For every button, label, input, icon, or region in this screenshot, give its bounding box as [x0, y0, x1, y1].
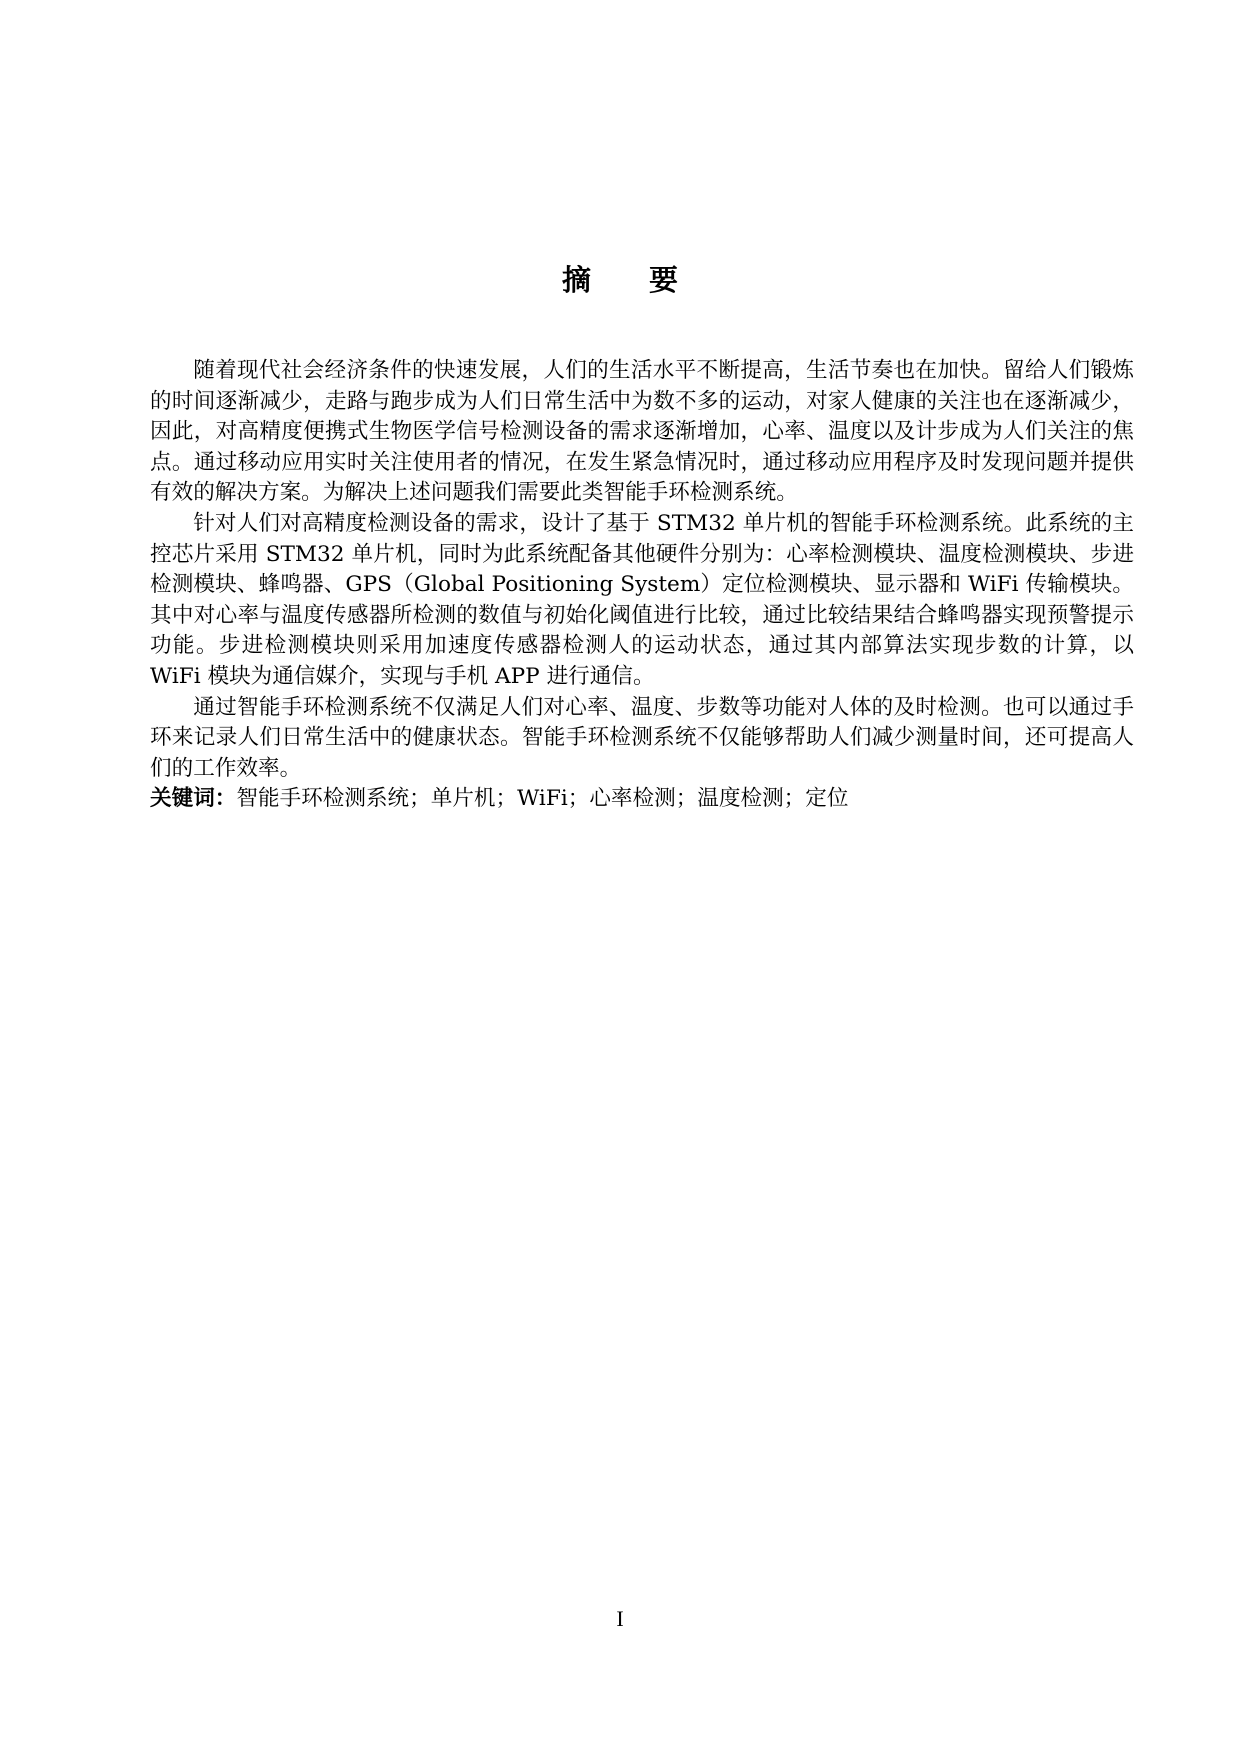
keywords-label: 关键词：: [150, 786, 237, 812]
title-char-2: 要: [649, 263, 679, 297]
abstract-body: [150, 356, 1134, 815]
abstract-paragraph-3: 通过智能手环检测系统不仅满足人们对心率、温度、步数等功能对人体的及时检测。也可以通过手环来记录人们日常生活中的健康状态。智能手环检测系统不仅能够帮助人们减少测量时间，还可提高人们的工作效率。: [150, 694, 1134, 781]
title-char-1: 摘: [561, 263, 591, 297]
keywords-line: [150, 784, 1134, 815]
keywords-text: 智能手环检测系统；单片机；WiFi；心率检测；温度检测；定位: [236, 786, 849, 812]
abstract-paragraph-2: 针对人们对高精度检测设备的需求，设计了基于 STM32 单片机的智能手环检测系统。此系统的主控芯片采用 STM32 单片机，同时为此系统配备其他硬件分别为：心率检测模块、温度检测模块、步进检测模块、蜂鸣器、GPS（Global Positioning System）定位检测模块、显示器和 WiFi 传输模块。其中对心率与温度传感器所检测的数值与初始化阈值进行比较，通过比较结果结合蜂鸣器实现预警提示功能。步进检测模块则采用加速度传感器检测人的运动状态，通过其内部算法实现步数的计算，以 WiFi 模块为通信媒介，实现与手机 APP 进行通信。: [150, 510, 1134, 689]
page-number: I: [616, 1606, 624, 1631]
abstract-title: [0, 262, 1240, 298]
abstract-paragraph-1: 随着现代社会经济条件的快速发展，人们的生活水平不断提高，生活节奏也在加快。留给人们锻炼的时间逐渐减少，走路与跑步成为人们日常生活中为数不多的运动，对家人健康的关注也在逐渐减少，因此，对高精度便携式生物医学信号检测设备的需求逐渐增加，心率、温度以及计步成为人们关注的焦点。通过移动应用实时关注使用者的情况，在发生紧急情况时，通过移动应用程序及时发现问题并提供有效的解决方案。为解决上述问题我们需要此类智能手环检测系统。: [150, 358, 1134, 506]
